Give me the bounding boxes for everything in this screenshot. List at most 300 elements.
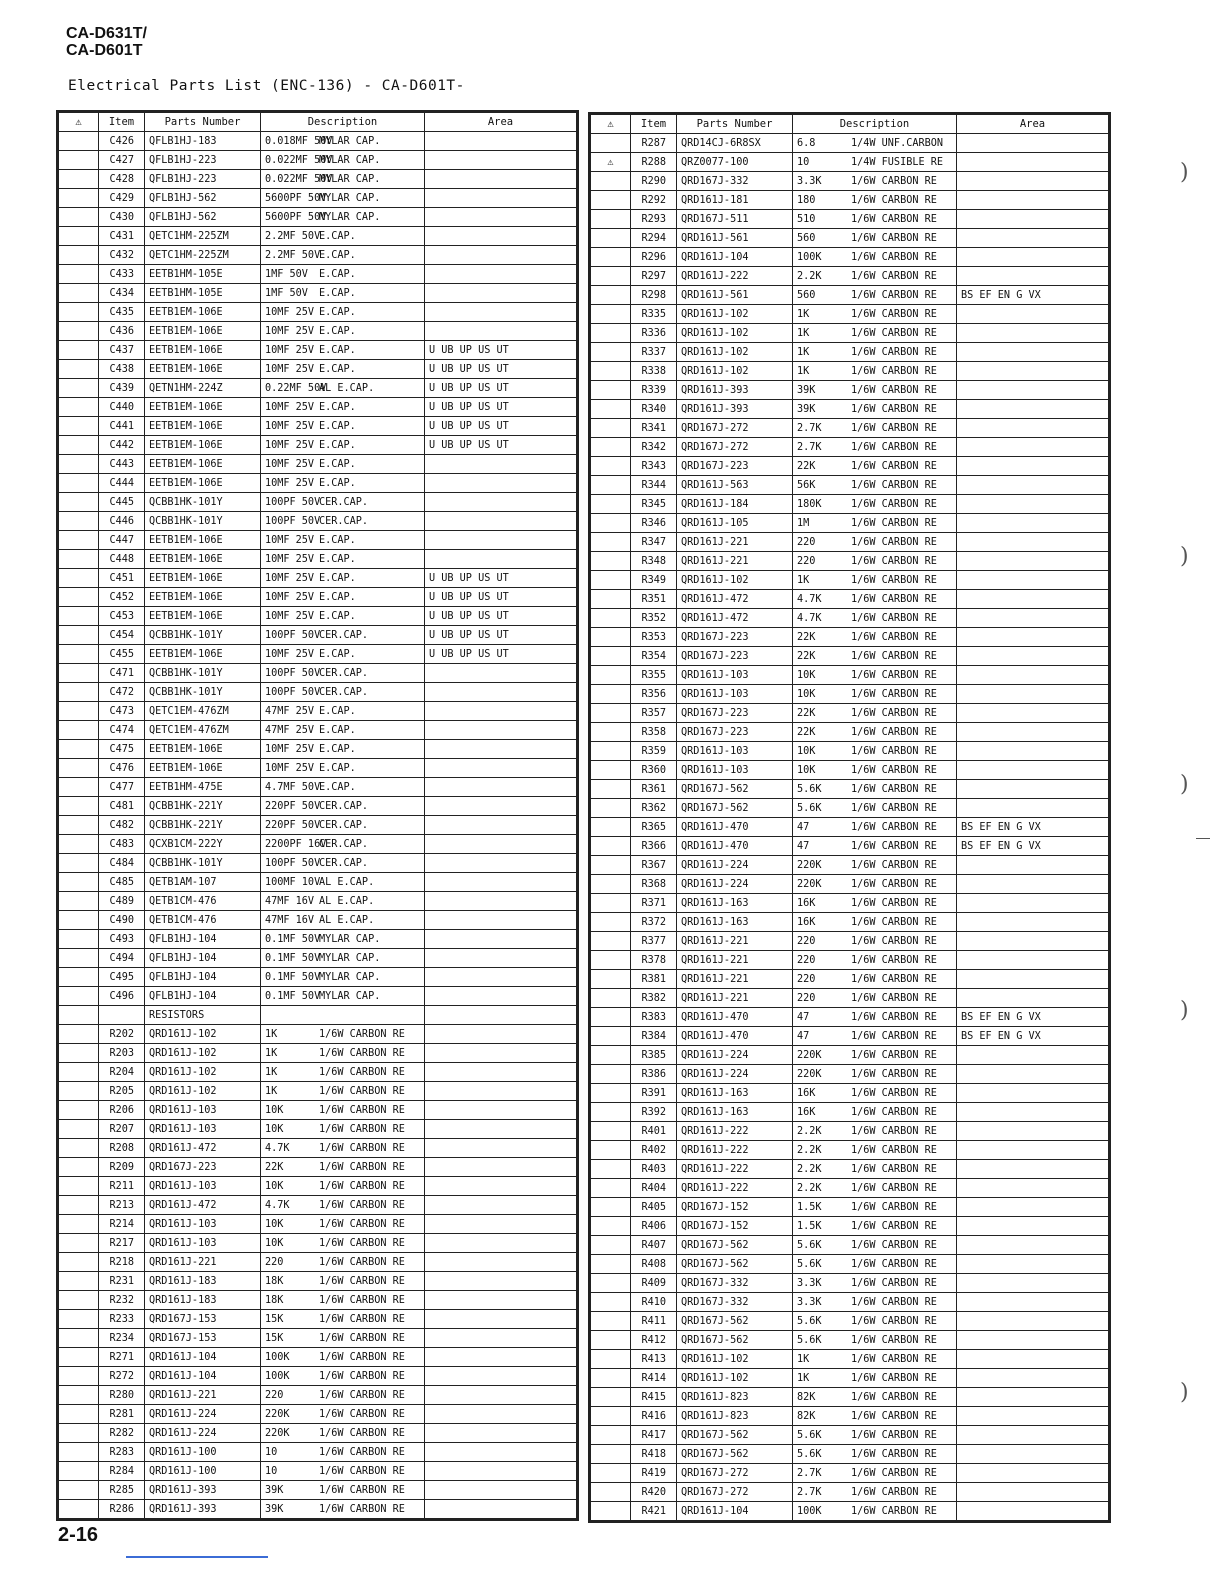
description-cell — [261, 1234, 425, 1253]
description-value: 220K — [797, 1049, 822, 1061]
table-row — [59, 569, 577, 588]
table-row — [591, 1407, 1109, 1426]
description-cell — [793, 552, 957, 571]
description-cell — [793, 989, 957, 1008]
description-cell — [261, 835, 425, 854]
description-cell — [261, 360, 425, 379]
description-type: MYLAR CAP. — [319, 211, 381, 223]
parts-number-cell: EETB1EM-106E — [145, 607, 261, 626]
table-row — [59, 284, 577, 303]
description-cell — [261, 626, 425, 645]
parts-number-cell: QCBB1HK-221Y — [145, 816, 261, 835]
table-row — [59, 151, 577, 170]
description-cell — [261, 208, 425, 227]
table-row — [59, 1120, 577, 1139]
caution-mark-cell — [591, 400, 631, 419]
description-value: 1K — [265, 1066, 278, 1078]
parts-number-cell: QFLB1HJ-104 — [145, 949, 261, 968]
parts-number-cell: QRD161J-221 — [677, 932, 793, 951]
table-row — [591, 1217, 1109, 1236]
description-cell — [261, 797, 425, 816]
area-cell — [425, 968, 577, 987]
area-cell — [957, 172, 1109, 191]
description-cell — [793, 153, 957, 172]
caution-mark-cell — [591, 1084, 631, 1103]
description-cell — [793, 229, 957, 248]
caution-mark-cell — [59, 417, 99, 436]
table-row — [591, 343, 1109, 362]
parts-number-cell: QETB1AM-107 — [145, 873, 261, 892]
description-cell — [793, 1407, 957, 1426]
description-value: 47 — [797, 840, 810, 852]
item-cell: R232 — [99, 1291, 145, 1310]
parts-number-cell: EETB1EM-106E — [145, 398, 261, 417]
item-cell: R213 — [99, 1196, 145, 1215]
item-cell: C496 — [99, 987, 145, 1006]
table-row — [591, 1179, 1109, 1198]
area-cell — [957, 1084, 1109, 1103]
description-value: 560 — [797, 289, 816, 301]
caution-mark-cell — [591, 1464, 631, 1483]
column-header-description: Description — [793, 115, 957, 134]
caution-mark-cell — [59, 1101, 99, 1120]
area-cell — [425, 1291, 577, 1310]
parts-number-cell: QFLB1HJ-223 — [145, 151, 261, 170]
parts-number-cell: QRD161J-222 — [677, 1122, 793, 1141]
parts-number-cell: QFLB1HJ-223 — [145, 170, 261, 189]
parts-number-cell: QRD161J-224 — [145, 1424, 261, 1443]
item-cell: R417 — [631, 1426, 677, 1445]
description-type: E.CAP. — [319, 477, 356, 489]
area-cell — [425, 474, 577, 493]
table-row — [59, 1196, 577, 1215]
description-cell — [261, 759, 425, 778]
table-row — [591, 647, 1109, 666]
parts-number-cell: QFLB1HJ-183 — [145, 132, 261, 151]
parts-number-cell: EETB1EM-106E — [145, 303, 261, 322]
caution-mark-cell — [59, 170, 99, 189]
item-cell: R207 — [99, 1120, 145, 1139]
description-value: 47MF 16V — [265, 895, 315, 907]
area-cell — [425, 512, 577, 531]
caution-mark-cell — [59, 664, 99, 683]
description-cell — [793, 343, 957, 362]
description-cell — [793, 742, 957, 761]
description-type: E.CAP. — [319, 781, 356, 793]
parts-number-cell: QRD161J-222 — [677, 1141, 793, 1160]
model-line-1: CA-D631T/ — [66, 25, 147, 42]
table-row — [59, 1367, 577, 1386]
area-cell — [957, 913, 1109, 932]
table-row — [59, 189, 577, 208]
table-row — [59, 360, 577, 379]
item-cell: R355 — [631, 666, 677, 685]
description-value: 0.018MF 50V — [265, 135, 333, 147]
parts-number-cell: EETB1EM-106E — [145, 474, 261, 493]
table-row — [59, 1405, 577, 1424]
description-value: 2.7K — [797, 1486, 822, 1498]
description-cell — [793, 400, 957, 419]
table-row — [59, 759, 577, 778]
area-cell — [957, 1065, 1109, 1084]
caution-mark-cell — [591, 324, 631, 343]
description-value: 510 — [797, 213, 816, 225]
table-row — [591, 989, 1109, 1008]
parts-number-cell: QRD161J-163 — [677, 1103, 793, 1122]
table-row — [59, 208, 577, 227]
item-cell: R231 — [99, 1272, 145, 1291]
description-cell — [793, 381, 957, 400]
description-type: 1/6W CARBON RE — [851, 802, 937, 814]
table-row — [59, 379, 577, 398]
area-cell — [957, 1502, 1109, 1521]
table-row — [591, 1293, 1109, 1312]
description-cell — [261, 398, 425, 417]
item-cell: R402 — [631, 1141, 677, 1160]
description-value: 10MF 25V — [265, 325, 315, 337]
description-type: 1/6W CARBON RE — [851, 935, 937, 947]
caution-mark-cell — [59, 550, 99, 569]
parts-number-cell: QETC1HM-225ZM — [145, 227, 261, 246]
table-row — [591, 799, 1109, 818]
margin-paren-mark: ) — [1180, 160, 1189, 185]
item-cell: C475 — [99, 740, 145, 759]
description-cell — [793, 894, 957, 913]
description-value: 10 — [265, 1446, 278, 1458]
item-cell: R392 — [631, 1103, 677, 1122]
description-type: CER.CAP. — [319, 686, 369, 698]
table-row — [591, 1046, 1109, 1065]
caution-mark-cell — [591, 1350, 631, 1369]
area-cell — [957, 495, 1109, 514]
caution-mark-cell — [59, 208, 99, 227]
area-cell — [957, 400, 1109, 419]
area-cell: BS EF EN G VX — [957, 818, 1109, 837]
parts-number-cell: QRD167J-511 — [677, 210, 793, 229]
table-row — [59, 493, 577, 512]
caution-mark-cell — [591, 1103, 631, 1122]
description-type: 1/6W CARBON RE — [319, 1465, 405, 1477]
table-row — [591, 1255, 1109, 1274]
item-cell: R205 — [99, 1082, 145, 1101]
table-row — [59, 987, 577, 1006]
item-cell: R202 — [99, 1025, 145, 1044]
parts-number-cell: QRD167J-223 — [677, 723, 793, 742]
item-cell: R335 — [631, 305, 677, 324]
table-row — [591, 1141, 1109, 1160]
table-row — [591, 723, 1109, 742]
description-cell — [793, 1027, 957, 1046]
caution-mark-cell — [59, 189, 99, 208]
parts-number-cell: QRD167J-223 — [677, 704, 793, 723]
caution-mark-cell — [591, 1065, 631, 1084]
caution-mark-cell — [59, 493, 99, 512]
description-value: 1K — [797, 308, 810, 320]
description-value: 5.6K — [797, 1258, 822, 1270]
description-type: 1/6W CARBON RE — [851, 1068, 937, 1080]
description-cell — [261, 1348, 425, 1367]
caution-mark-cell — [59, 436, 99, 455]
parts-number-cell: EETB1EM-106E — [145, 417, 261, 436]
parts-table-left-body — [59, 132, 577, 1519]
description-value: 1K — [797, 574, 810, 586]
area-cell: U UB UP US UT — [425, 588, 577, 607]
table-row — [591, 837, 1109, 856]
table-row — [59, 341, 577, 360]
description-cell — [261, 645, 425, 664]
area-cell — [425, 531, 577, 550]
description-type: E.CAP. — [319, 439, 356, 451]
description-cell — [261, 816, 425, 835]
table-row — [591, 970, 1109, 989]
parts-number-cell: QRD161J-393 — [145, 1481, 261, 1500]
item-cell — [99, 1006, 145, 1025]
table-header-row — [591, 115, 1109, 134]
area-cell — [957, 1483, 1109, 1502]
parts-number-cell: EETB1EM-106E — [145, 360, 261, 379]
area-cell — [957, 419, 1109, 438]
parts-number-cell: QRD167J-332 — [677, 1293, 793, 1312]
item-cell: R345 — [631, 495, 677, 514]
caution-mark-cell — [59, 398, 99, 417]
table-row — [59, 455, 577, 474]
parts-number-cell: EETB1EM-106E — [145, 322, 261, 341]
description-type: 1/6W CARBON RE — [851, 764, 937, 776]
caution-mark-cell — [59, 1424, 99, 1443]
description-value: 47MF 25V — [265, 705, 315, 717]
caution-mark-cell — [591, 761, 631, 780]
table-row — [59, 588, 577, 607]
area-cell: U UB UP US UT — [425, 398, 577, 417]
item-cell: R391 — [631, 1084, 677, 1103]
item-cell: R339 — [631, 381, 677, 400]
description-value: 2200PF 16V — [265, 838, 327, 850]
description-cell — [793, 438, 957, 457]
area-cell — [957, 1350, 1109, 1369]
description-cell — [261, 1101, 425, 1120]
description-value: 100PF 50V — [265, 496, 321, 508]
item-cell: R419 — [631, 1464, 677, 1483]
caution-mark-cell — [59, 968, 99, 987]
table-row — [59, 1500, 577, 1519]
description-type: 1/4W FUSIBLE RE — [851, 156, 944, 168]
description-cell — [793, 1122, 957, 1141]
model-title — [66, 25, 147, 59]
area-cell — [425, 1443, 577, 1462]
item-cell: R383 — [631, 1008, 677, 1027]
area-cell — [957, 1293, 1109, 1312]
parts-number-cell: QRD161J-224 — [677, 1065, 793, 1084]
parts-number-cell: EETB1EM-106E — [145, 455, 261, 474]
description-value: 16K — [797, 1106, 816, 1118]
area-cell — [425, 151, 577, 170]
description-cell — [261, 664, 425, 683]
description-cell — [793, 248, 957, 267]
parts-number-cell: QRD167J-562 — [677, 1236, 793, 1255]
item-cell: C453 — [99, 607, 145, 626]
caution-mark-cell — [591, 1331, 631, 1350]
description-value: 5.6K — [797, 1315, 822, 1327]
caution-mark-cell — [59, 1405, 99, 1424]
description-value: 5600PF 50V — [265, 192, 327, 204]
parts-number-cell: QRD161J-102 — [145, 1025, 261, 1044]
table-row — [59, 911, 577, 930]
description-type: E.CAP. — [319, 743, 356, 755]
description-cell — [261, 493, 425, 512]
table-row — [591, 286, 1109, 305]
parts-number-cell: QRD161J-103 — [145, 1234, 261, 1253]
item-cell: R234 — [99, 1329, 145, 1348]
area-cell: BS EF EN G VX — [957, 1027, 1109, 1046]
item-cell: R409 — [631, 1274, 677, 1293]
description-type: 1/6W CARBON RE — [851, 1258, 937, 1270]
description-type: E.CAP. — [319, 325, 356, 337]
item-cell: R204 — [99, 1063, 145, 1082]
item-cell: R407 — [631, 1236, 677, 1255]
description-value: 10K — [797, 669, 816, 681]
table-row — [591, 628, 1109, 647]
description-cell — [261, 569, 425, 588]
caution-mark-cell — [591, 742, 631, 761]
column-header-parts-number: Parts Number — [677, 115, 793, 134]
parts-number-cell: QFLB1HJ-562 — [145, 189, 261, 208]
table-row — [59, 797, 577, 816]
area-cell — [425, 493, 577, 512]
item-cell: R208 — [99, 1139, 145, 1158]
caution-mark-cell — [59, 1386, 99, 1405]
description-cell — [793, 685, 957, 704]
description-type: 1/6W CARBON RE — [851, 308, 937, 320]
description-cell — [793, 704, 957, 723]
table-row — [59, 1424, 577, 1443]
item-cell: R346 — [631, 514, 677, 533]
area-cell — [425, 1082, 577, 1101]
item-cell: R349 — [631, 571, 677, 590]
item-cell: R211 — [99, 1177, 145, 1196]
table-row — [59, 512, 577, 531]
item-cell: C426 — [99, 132, 145, 151]
parts-number-cell: QETB1CM-476 — [145, 892, 261, 911]
table-row — [591, 742, 1109, 761]
caution-mark-cell — [591, 1217, 631, 1236]
table-row — [59, 1481, 577, 1500]
area-cell — [425, 227, 577, 246]
description-type: 1/6W CARBON RE — [851, 422, 937, 434]
table-row — [59, 778, 577, 797]
description-type: 1/6W CARBON RE — [851, 1448, 937, 1460]
caution-mark-cell — [591, 723, 631, 742]
area-cell — [957, 1046, 1109, 1065]
description-cell — [261, 170, 425, 189]
parts-number-cell: EETB1HM-105E — [145, 265, 261, 284]
description-cell — [793, 609, 957, 628]
item-cell: R206 — [99, 1101, 145, 1120]
parts-number-cell: QRD161J-104 — [145, 1367, 261, 1386]
description-cell — [261, 512, 425, 531]
parts-number-cell: QETC1HM-225ZM — [145, 246, 261, 265]
parts-number-cell: QCBB1HK-101Y — [145, 854, 261, 873]
caution-mark-cell — [59, 683, 99, 702]
description-type: E.CAP. — [319, 610, 356, 622]
description-value: 10MF 25V — [265, 534, 315, 546]
caution-mark-cell — [59, 1025, 99, 1044]
caution-mark-cell — [591, 1141, 631, 1160]
caution-mark-cell — [591, 533, 631, 552]
description-cell — [261, 683, 425, 702]
item-cell: R281 — [99, 1405, 145, 1424]
description-value: 82K — [797, 1391, 816, 1403]
description-value: 0.1MF 50V — [265, 952, 321, 964]
table-row — [591, 761, 1109, 780]
parts-number-cell: QRD161J-102 — [145, 1082, 261, 1101]
area-cell — [957, 153, 1109, 172]
item-cell: R356 — [631, 685, 677, 704]
item-cell: R337 — [631, 343, 677, 362]
item-cell: R403 — [631, 1160, 677, 1179]
item-cell: C448 — [99, 550, 145, 569]
parts-number-cell: QRD161J-222 — [677, 1160, 793, 1179]
table-row — [591, 1369, 1109, 1388]
table-row — [59, 892, 577, 911]
description-value: 100PF 50V — [265, 667, 321, 679]
description-cell — [793, 723, 957, 742]
description-value: 10K — [265, 1180, 284, 1192]
parts-number-cell: QRD161J-472 — [145, 1196, 261, 1215]
description-value: 1K — [797, 327, 810, 339]
description-value: 10K — [265, 1237, 284, 1249]
description-value: 39K — [797, 403, 816, 415]
description-cell — [261, 1196, 425, 1215]
table-row — [59, 1253, 577, 1272]
description-cell — [793, 1198, 957, 1217]
table-row — [59, 1063, 577, 1082]
caution-mark-cell — [59, 1310, 99, 1329]
caution-mark-cell — [591, 628, 631, 647]
parts-number-cell: QRD161J-103 — [145, 1120, 261, 1139]
description-value: 1.5K — [797, 1201, 822, 1213]
description-cell — [793, 1217, 957, 1236]
description-type: 1/6W CARBON RE — [851, 1391, 937, 1403]
item-cell: C485 — [99, 873, 145, 892]
description-type: 1/6W CARBON RE — [319, 1028, 405, 1040]
parts-number-cell: QFLB1HJ-104 — [145, 968, 261, 987]
caution-mark-cell — [591, 913, 631, 932]
description-type: 1/6W CARBON RE — [851, 669, 937, 681]
table-row — [591, 1445, 1109, 1464]
description-cell — [261, 436, 425, 455]
description-type: 1/6W CARBON RE — [851, 175, 937, 187]
column-header-area: Area — [957, 115, 1109, 134]
description-type: MYLAR CAP. — [319, 173, 381, 185]
description-value: 1K — [265, 1047, 278, 1059]
margin-paren-mark: ) — [1180, 772, 1189, 797]
area-cell — [425, 208, 577, 227]
description-type: 1/6W CARBON RE — [319, 1484, 405, 1496]
description-value: 47 — [797, 821, 810, 833]
description-cell — [261, 1443, 425, 1462]
description-cell — [793, 495, 957, 514]
area-cell — [425, 873, 577, 892]
item-cell: R285 — [99, 1481, 145, 1500]
description-type: 1/6W CARBON RE — [319, 1142, 405, 1154]
description-type: 1/6W CARBON RE — [319, 1446, 405, 1458]
table-row — [59, 1215, 577, 1234]
description-type: CER.CAP. — [319, 819, 369, 831]
area-cell — [425, 664, 577, 683]
table-row — [59, 949, 577, 968]
parts-number-cell: QRD161J-100 — [145, 1443, 261, 1462]
parts-number-cell: QRD167J-272 — [677, 1483, 793, 1502]
